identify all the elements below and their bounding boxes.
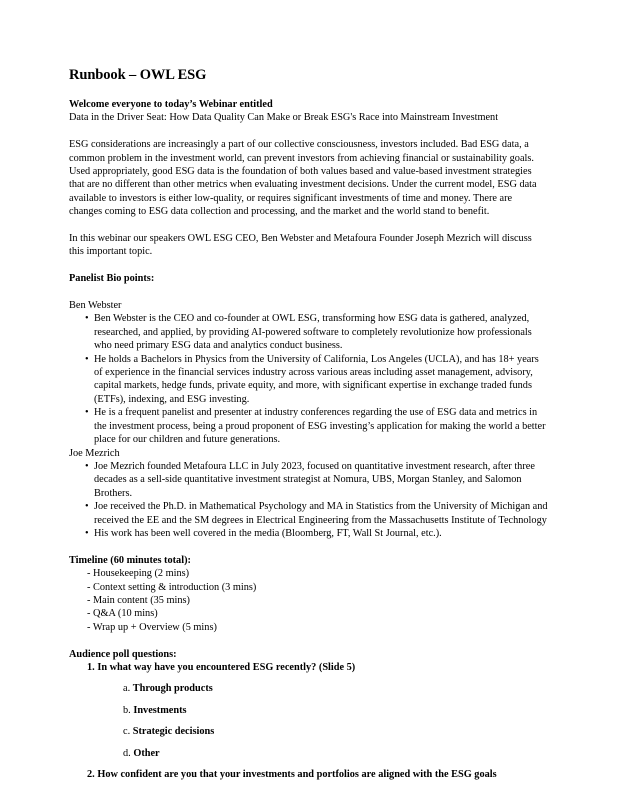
bio-bullet: • Joe Mezrich founded Metafoura LLC in July 2023, focused on quantitative investment research, after three decades as a sell-side quantitative investment strategist at Nomura, UBS, Morgan Stanley, and Salomon Brothers.	[85, 460, 535, 499]
welcome-heading: Welcome everyone to today’s Webinar entitled	[69, 99, 273, 110]
timeline-item: - Context setting & introduction (3 mins)	[87, 581, 257, 593]
poll-option: b. Investments	[123, 704, 187, 716]
poll-option: a. Through products	[123, 683, 213, 695]
bio-bullet: • He is a frequent panelist and presenter at industry conferences regarding the use of ESG data and metrics in the investment process, being a proud proponent of ESG investing’s application for making the world a better place for our children and future generations.	[85, 407, 546, 446]
intro-paragraph: ESG considerations are increasingly a part of our collective consciousness, investors included. Bad ESG data, a common problem in the investment world, can prevent investors from achieving financial or sustainability goals. Used appropriately, good ESG data is the foundation of both values based and value-based investment strategies that are no different than other metrics when evaluating investment decisions. Under the current model, ESG data available to investors is either low-quality, or requires significant investments of time and money. There are changes coming to ESG data collection and processing, and the market and the world stand to benefit.	[69, 139, 537, 218]
panelist-bullets	[69, 312, 549, 446]
timeline-item: - Q&A (10 mins)	[87, 608, 158, 620]
panelist-name: Ben Webster	[69, 300, 122, 312]
poll-option: d. Other	[123, 747, 160, 759]
bullet-icon: •	[85, 407, 89, 419]
timeline-item: - Housekeeping (2 mins)	[87, 568, 190, 580]
bullet-icon: •	[85, 460, 89, 472]
bullet-icon: •	[85, 353, 89, 365]
poll-option: c. Strategic decisions	[123, 726, 215, 738]
document-title: Runbook – OWL ESG	[69, 67, 207, 83]
webinar-title: Data in the Driver Seat: How Data Quality Can Make or Break ESG's Race into Mainstream Investment	[69, 112, 499, 124]
panelist-name: Joe Mezrich	[69, 447, 120, 459]
bullet-icon: •	[85, 527, 89, 539]
panelist-heading: Panelist Bio points:	[69, 273, 155, 285]
speakers-paragraph: In this webinar our speakers OWL ESG CEO, Ben Webster and Metafoura Founder Joseph Mezrich will discuss this important topic.	[69, 233, 532, 258]
timeline-heading: Timeline (60 minutes total):	[69, 554, 191, 566]
poll-question: 2. How confident are you that your investments and portfolios are aligned with the ESG goals	[87, 769, 497, 780]
bullet-icon: •	[85, 313, 89, 325]
timeline-item: - Wrap up + Overview (5 mins)	[87, 621, 217, 633]
timeline-item: - Main content (35 mins)	[87, 594, 190, 606]
bio-bullet: • His work has been well covered in the media (Bloomberg, FT, Wall St Journal, etc.).	[85, 527, 442, 539]
document-body	[69, 98, 549, 781]
poll-heading: Audience poll questions:	[69, 648, 177, 660]
bio-bullet: • He holds a Bachelors in Physics from the University of California, Los Angeles (UCLA), and has 18+ years of experience in the financial services industry across various areas including asset management, advisory, capital markets, hedge funds, private equity, and more, with significant expertise in exchange traded funds (ETFs), indexing, and ESG investing.	[85, 353, 539, 405]
bio-bullet: • Ben Webster is the CEO and co-founder at OWL ESG, transforming how ESG data is gathered, analyzed, researched, and applied, by providing AI-powered software to completely revolutionize how professionals who need primary ESG data and analytics conduct business.	[85, 313, 532, 352]
poll-question: 1. In what way have you encountered ESG recently? (Slide 5)	[87, 661, 356, 673]
bullet-icon: •	[85, 501, 89, 513]
panelist-bullets	[69, 460, 549, 540]
bio-bullet: • Joe received the Ph.D. in Mathematical Psychology and MA in Statistics from the University of Michigan and received the EE and the SM degrees in Electrical Engineering from the Massachusetts Institute of Technology	[85, 501, 548, 526]
